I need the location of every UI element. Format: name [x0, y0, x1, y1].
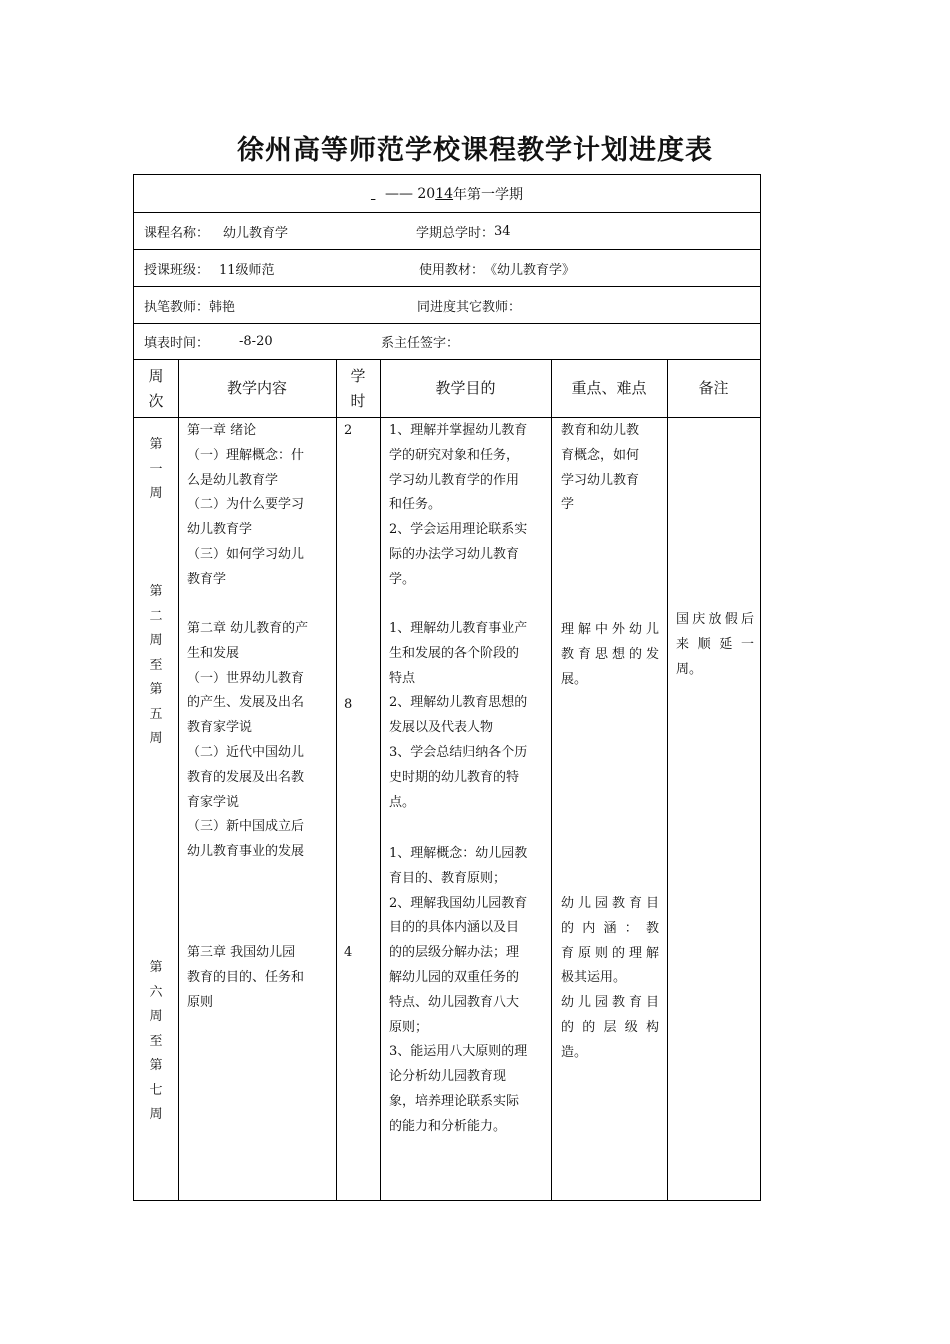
semester-row — [134, 175, 760, 213]
col-divider — [380, 360, 381, 1200]
col-divider — [336, 360, 337, 1200]
fill-time: 填表时间： -8-20 — [144, 334, 273, 351]
header-hours: 学 时 — [350, 366, 366, 410]
week-6-to-7: 第 六 周 至 第 七 周 — [149, 960, 163, 1122]
key-chapter-2: 理解中外幼儿 教育思想的发 展。 — [561, 622, 659, 687]
header-week: 周 次 — [148, 366, 164, 410]
content-chapter-2: 第二章 幼儿教育的产 生和发展 （一）世界幼儿教育 的产生、发展及出名 教育家学说 （二）近代中国幼儿 教育的发展及出名教 育家学说 （三）新中国成立后 幼儿教育事业的发展 — [187, 621, 309, 860]
content-chapter-1: 第一章 绪论 （一）理解概念：什 么是幼儿教育学 （二）为什么要学习 幼儿教育学 （三）如何学习幼儿 教育学 — [187, 423, 305, 587]
semester-blank — [371, 186, 385, 202]
col-divider — [178, 360, 179, 1200]
col-divider — [667, 360, 668, 1200]
key-chapter-1: 教育和幼儿教 育概念，如何 学习幼儿教育 学 — [561, 423, 640, 513]
header-goal: 教学目的 — [435, 379, 496, 397]
col-divider — [551, 360, 552, 1200]
total-hours: 学期总学时： 34 — [416, 223, 511, 241]
author-teacher: 执笔教师： 韩艳 — [144, 299, 236, 315]
semester-year: 14 — [435, 186, 454, 202]
textbook: 使用教材： 《幼儿教育学》 — [419, 262, 576, 278]
schedule-table — [133, 174, 761, 1201]
header-key: 重点、难点 — [571, 379, 647, 397]
hours-chapter-2: 8 — [344, 697, 353, 712]
goal-chapter-3: 1、理解概念：幼儿园教 育目的、教育原则； 2、理解我国幼儿园教育 目的的具体内涵以及目 的的层级分解办法；理 解幼儿园的双重任务的 特点、幼儿园教育八大 原则； 3、能运用八大原则的理 论分析幼儿园教育现 象，培养理论联系实际 的能力和分析能力。 — [389, 846, 528, 1134]
course-name: 课程名称： 幼儿教育学 — [144, 225, 289, 241]
week-2-to-5: 第 二 周 至 第 五 周 — [149, 584, 163, 746]
semester-text — [134, 175, 760, 213]
header-content: 教学内容 — [226, 379, 287, 397]
hours-chapter-1: 2 — [344, 423, 353, 438]
fill-time-row — [134, 324, 760, 360]
goal-chapter-2: 1、理解幼儿教育事业产 生和发展的各个阶段的 特点 2、理解幼儿教育思想的 发展以及代表人物 3、学会总结归纳各个历 史时期的幼儿教育的特 点。 — [389, 621, 528, 810]
content-chapter-3: 第三章 我国幼儿园 教育的目的、任务和 原则 — [187, 945, 305, 1010]
teacher-row — [134, 287, 760, 324]
course-row — [134, 213, 760, 250]
hours-chapter-3: 4 — [344, 945, 353, 960]
other-teachers: 同进度其它教师： — [417, 299, 522, 315]
header-note: 备注 — [698, 379, 729, 397]
week-1: 第 一 周 — [149, 437, 163, 501]
goal-chapter-1: 1、理解并掌握幼儿教育 学的研究对象和任务， 学习幼儿教育学的作用 和任务。 2、学会运用理论联系实 际的办法学习幼儿教育 学。 — [389, 423, 528, 587]
header-divider — [134, 417, 760, 418]
key-chapter-3: 幼儿园教育目 的内涵：教 育原则的理解 极其运用。 幼儿园教育目 的的层级构 造。 — [561, 896, 659, 1060]
semester-prefix: —— 20 — [384, 186, 436, 202]
note-holiday: 国庆放假后 来顺延一 周。 — [676, 612, 754, 677]
page-title: 徐州高等师范学校课程教学计划进度表 — [237, 135, 713, 166]
class-row — [134, 250, 760, 287]
director-signature: 系主任签字： — [381, 336, 460, 351]
class-name: 授课班级： 11级师范 — [144, 262, 275, 278]
semester-term: 年第一学期 — [453, 187, 524, 203]
